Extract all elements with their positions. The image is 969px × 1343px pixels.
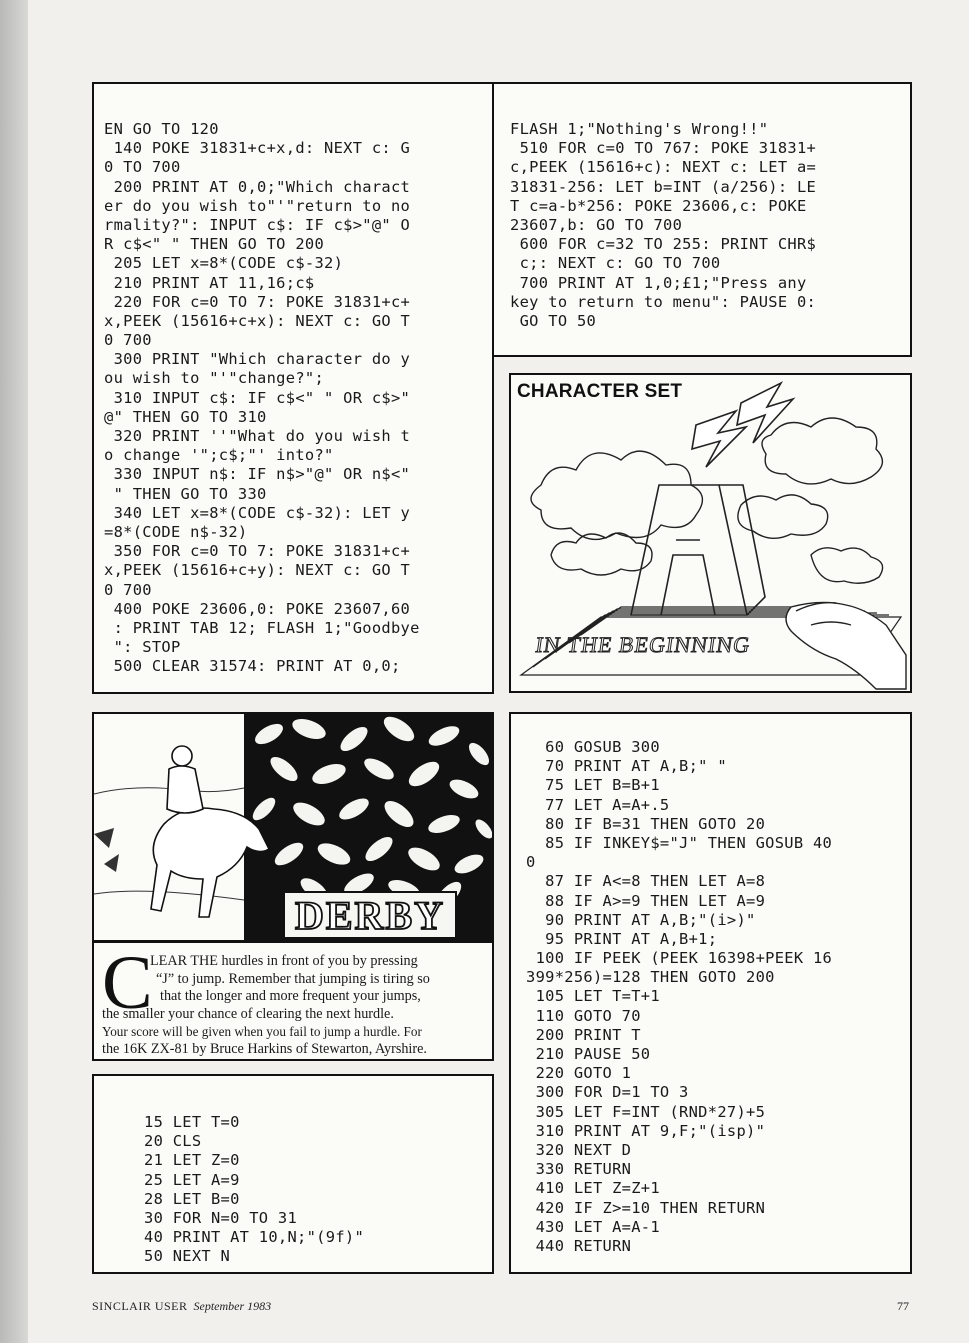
code-line: 25 LET A=9 [144,1170,240,1189]
code-line: 510 FOR c=0 TO 767: POKE 31831+ [510,139,817,158]
code-line: 0 700 [104,331,152,350]
code-line: 210 PRINT AT 11,16;c$ [104,273,315,292]
listing-panel-bottom-left [92,1074,494,1274]
code-line: 50 NEXT N [144,1247,231,1266]
code-line: 400 POKE 23606,0: POKE 23607,60 [104,599,411,618]
code-line: 70 PRINT AT A,B;" " [526,757,727,776]
code-line: 95 PRINT AT A,B+1; [526,929,718,948]
description-line: Your score will be given when you fail to jump a hurdle. For [102,1024,422,1040]
drop-cap: C [102,941,153,1025]
description-line: that the longer and more frequent your jumps, [160,988,421,1005]
footer-credit [92,1299,271,1314]
code-line: ou wish to "'"change?"; [104,369,325,388]
code-line: 700 PRINT AT 1,0;£1;"Press any [510,273,807,292]
code-line: 0 [526,853,536,872]
derby-illustration [94,714,494,942]
description-line: the smaller your chance of clearing the next hurdle. [102,1005,394,1022]
description-line: “J” to jump. Remember that jumping is tiring so [156,970,430,987]
panel-title: CHARACTER SET [517,381,683,402]
code-line: c;: NEXT c: GO TO 700 [510,254,721,273]
code-line: GO TO 50 [510,311,597,330]
listing-panel-bottom-right [509,712,912,1274]
code-line: 300 PRINT "Which character do y [104,350,411,369]
code-line: key to return to menu": PAUSE 0: [510,292,817,311]
issue-date: September 1983 [193,1299,272,1313]
code-line: 140 POKE 31831+c+x,d: NEXT c: G [104,139,411,158]
code-listing [144,1113,364,1267]
code-line: 31831-256: LET b=INT (a/256): LE [510,177,817,196]
code-line: 399*256)=128 THEN GOTO 200 [526,968,775,987]
listing-panel-top-left [92,82,494,694]
code-line: 200 PRINT AT 0,0;"Which charact [104,177,411,196]
code-line: 420 IF Z>=10 THEN RETURN [526,1198,766,1217]
character-set-illustration [511,375,910,691]
code-line: 90 PRINT AT A,B;"(i>)" [526,910,756,929]
code-line: 77 LET A=A+.5 [526,795,670,814]
code-line: 20 CLS [144,1132,202,1151]
code-line: 30 FOR N=0 TO 31 [144,1208,298,1227]
code-line: x,PEEK (15616+c+y): NEXT c: GO T [104,561,411,580]
page-number: 77 [897,1299,909,1313]
code-line: 305 LET F=INT (RND*27)+5 [526,1102,766,1121]
description-line: the 16K ZX-81 by Bruce Harkins of Stewarton, Ayrshire. [102,1040,427,1057]
code-line: FLASH 1;"Nothing's Wrong!!" [510,120,769,138]
code-line: 100 IF PEEK (PEEK 16398+PEEK 16 [526,949,833,968]
derby-illustration-panel [92,712,494,942]
code-line: 75 LET B=B+1 [526,776,660,795]
binding-spine [0,0,28,1343]
code-listing [526,738,832,1256]
code-line: 220 GOTO 1 [526,1064,632,1083]
code-line: 60 GOSUB 300 [526,738,660,756]
code-line: 21 LET Z=0 [144,1151,240,1170]
code-line: 600 FOR c=32 TO 255: PRINT CHR$ [510,235,817,254]
code-line: ": STOP [104,638,181,657]
code-line: 87 IF A<=8 THEN LET A=8 [526,872,766,891]
code-line: c,PEEK (15616+c): NEXT c: LET a= [510,158,817,177]
banner-text: IN THE BEGINNING [534,632,753,657]
code-line: 0 700 [104,580,152,599]
code-line: 220 FOR c=0 TO 7: POKE 31831+c+ [104,292,411,311]
code-line: : PRINT TAB 12; FLASH 1;"Goodbye [104,618,420,637]
code-line: 440 RETURN [526,1236,632,1255]
code-line: EN GO TO 120 [104,120,219,138]
code-line: 110 GOTO 70 [526,1006,641,1025]
code-line: 500 CLEAR 31574: PRINT AT 0,0; [104,657,401,676]
code-line: 0 TO 700 [104,158,181,177]
code-line: 350 FOR c=0 TO 7: POKE 31831+c+ [104,542,411,561]
code-line: 85 IF INKEY$="J" THEN GOSUB 40 [526,833,833,852]
code-line: 320 PRINT ''"What do you wish t [104,427,411,445]
code-line: 205 LET x=8*(CODE c$-32) [104,254,344,273]
code-line: 430 LET A=A-1 [526,1217,660,1236]
listing-panel-top-right [494,82,912,357]
description-line: LEAR THE hurdles in front of you by pressing [150,953,418,969]
code-line: " THEN GO TO 330 [104,484,267,503]
code-line: 210 PAUSE 50 [526,1045,651,1063]
derby-description-panel [92,941,494,1061]
code-line: 200 PRINT T [526,1025,641,1044]
code-line: 80 IF B=31 THEN GOTO 20 [526,814,766,833]
code-line: o change '";c$;"' into?" [104,446,334,465]
code-line: @" THEN GO TO 310 [104,407,267,426]
code-line: 320 NEXT D [526,1140,632,1159]
code-line: 88 IF A>=9 THEN LET A=9 [526,891,766,910]
code-line: 23607,b: GO TO 700 [510,215,683,234]
code-line: 330 INPUT n$: IF n$>"@" OR n$<" [104,465,411,484]
code-line: 310 INPUT c$: IF c$<" " OR c$>" [104,388,411,407]
code-line: 330 RETURN [526,1160,632,1179]
code-line: 310 PRINT AT 9,F;"(isp)" [526,1121,766,1140]
code-listing [510,120,816,331]
code-line: rmality?": INPUT c$: IF c$>"@" O [104,215,411,234]
code-line: 40 PRINT AT 10,N;"(9f)" [144,1228,365,1247]
code-line: er do you wish to"'"return to no [104,196,411,215]
derby-title: DERBY [294,893,446,938]
code-line: 340 LET x=8*(CODE c$-32): LET y [104,503,411,522]
code-line: R c$<" " THEN GO TO 200 [104,235,325,254]
code-line: =8*(CODE n$-32) [104,522,248,541]
publication-name: SINCLAIR USER [92,1299,188,1313]
code-line: T c=a-b*256: POKE 23606,c: POKE [510,196,807,215]
code-line: 15 LET T=0 [144,1113,240,1131]
code-listing [104,120,420,676]
code-line: 410 LET Z=Z+1 [526,1179,660,1198]
code-line: 28 LET B=0 [144,1189,240,1208]
code-line: x,PEEK (15616+c+x): NEXT c: GO T [104,311,411,330]
code-line: 300 FOR D=1 TO 3 [526,1083,689,1102]
character-set-panel [509,373,912,693]
code-line: 105 LET T=T+1 [526,987,660,1006]
derby-description [102,941,476,1059]
